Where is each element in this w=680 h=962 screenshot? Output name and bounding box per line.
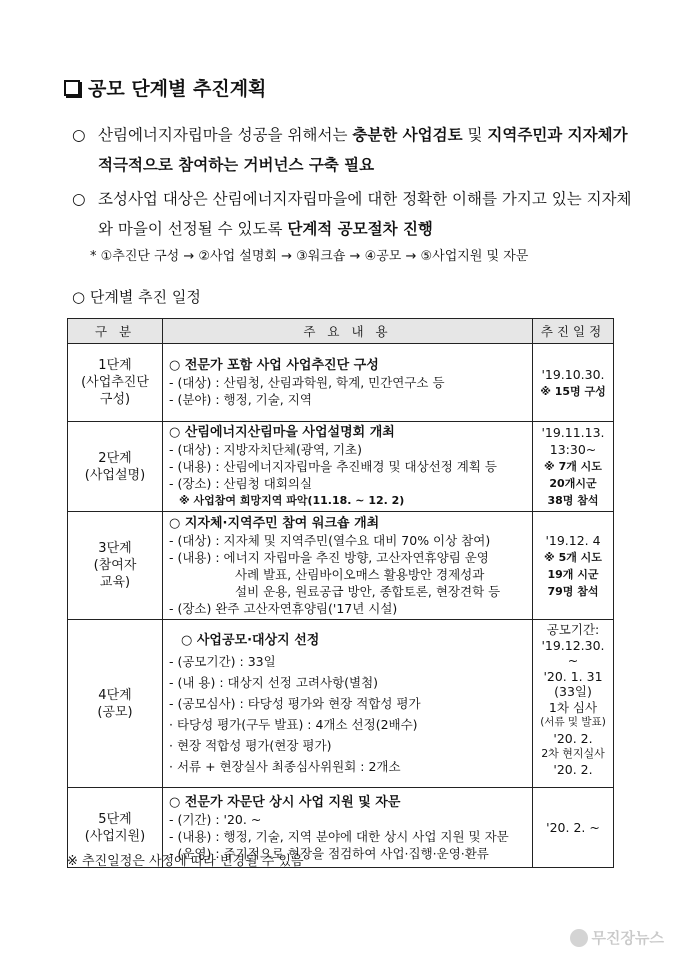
date-line: '19.12.30. bbox=[541, 637, 605, 653]
date-line: 13:30~ bbox=[549, 442, 597, 457]
footnote: ※ 추진일정은 사정에 따라 변경될 수 있음 bbox=[67, 854, 304, 869]
date-line: '20. 2. ~ bbox=[546, 820, 600, 835]
content-cell bbox=[163, 422, 533, 512]
circle-bullet-icon: ○ bbox=[72, 190, 86, 208]
table-row bbox=[68, 344, 614, 422]
para2-bold-a: 단계적 공모절차 진행 bbox=[287, 219, 433, 238]
date-line: '20. 1. 31 bbox=[543, 668, 603, 684]
date-note: 19개 시군 bbox=[547, 567, 599, 581]
content-note: ※ 사업참여 희망지역 파악(11.18. ~ 12. 2) bbox=[179, 494, 405, 507]
stage-cell bbox=[68, 620, 163, 788]
checkbox-icon bbox=[64, 80, 80, 96]
content-line: 설비 운용, 원료공급 방안, 종합토론, 현장견학 등 bbox=[235, 583, 501, 599]
header-stage: 구 분 bbox=[68, 319, 163, 344]
row-heading: ○ 지자체·지역주민 참여 워크숍 개최 bbox=[169, 515, 380, 531]
table-row bbox=[68, 512, 614, 620]
header-content: 주 요 내 용 bbox=[163, 319, 533, 344]
header-date: 추진일정 bbox=[533, 319, 614, 344]
date-cell bbox=[533, 620, 614, 788]
para1-bold-a: 충분한 사업검토 bbox=[352, 125, 463, 144]
watermark-logo-icon bbox=[570, 929, 588, 947]
stage-line: (사업추진단 bbox=[81, 375, 149, 390]
date-note: 38명 참석 bbox=[547, 494, 599, 507]
date-cell bbox=[533, 344, 614, 422]
stage-cell bbox=[68, 344, 163, 422]
date-cell bbox=[533, 788, 614, 868]
content-cell bbox=[163, 344, 533, 422]
stage-line: 5단계 bbox=[98, 811, 132, 827]
stage-cell bbox=[68, 512, 163, 620]
table-row bbox=[68, 620, 614, 788]
watermark-text: 무진장뉴스 bbox=[591, 929, 664, 947]
circle-bullet-icon: ○ bbox=[72, 126, 86, 144]
content-line: - (대상) : 지자체 및 지역주민(열수요 대비 70% 이상 참여) bbox=[169, 532, 491, 548]
date-line: 1차 심사 bbox=[548, 699, 598, 715]
date-line: '20. 2. bbox=[553, 761, 593, 777]
content-line: - (운영) : 주기적으로 현장을 점검하여 사업·집행·운영·환류 bbox=[169, 845, 489, 861]
stage-line: (공모) bbox=[97, 704, 133, 720]
content-line: - (분야) : 행정, 기술, 지역 bbox=[169, 392, 312, 407]
content-line: - (공모기간) : 33일 bbox=[169, 654, 276, 669]
date-line: ~ bbox=[567, 653, 579, 668]
content-cell bbox=[163, 512, 533, 620]
paragraph-2 bbox=[72, 184, 632, 244]
date-line: (서류 및 발표) bbox=[540, 716, 606, 728]
schedule-table bbox=[67, 318, 614, 868]
content-line: - (대상) : 지방자치단체(광역, 기초) bbox=[169, 442, 362, 457]
date-note: 20개시군 bbox=[549, 477, 597, 490]
content-line: 사례 발표, 산림바이오매스 활용방안 경제성과 bbox=[235, 566, 485, 582]
stage-line: 4단계 bbox=[98, 687, 132, 703]
date-line: '19.11.13. bbox=[541, 425, 605, 440]
date-note: ※ 5개 시도 bbox=[544, 550, 602, 564]
subheading bbox=[72, 286, 201, 307]
row-heading: ○ 전문가 포함 사업 사업추진단 구성 bbox=[169, 358, 379, 373]
stage-line: (사업지원) bbox=[84, 828, 146, 844]
page-title bbox=[64, 74, 266, 101]
subheading-text: 단계별 추진 일정 bbox=[89, 288, 201, 306]
table-header-row bbox=[68, 319, 614, 344]
paragraph-1 bbox=[72, 120, 632, 180]
process-note: * ①추진단 구성 → ②사업 설명회 → ③워크숍 → ④공모 → ⑤사업지원 및 자문 bbox=[90, 249, 529, 264]
date-line: '19.10.30. bbox=[541, 366, 605, 382]
circle-bullet-icon: ○ bbox=[72, 288, 86, 306]
date-note: 79명 참석 bbox=[547, 584, 599, 598]
content-line: - (공모심사) : 타당성 평가와 현장 적합성 평가 bbox=[169, 696, 421, 711]
row-heading: ○ 산림에너지산림마을 사업설명회 개최 bbox=[169, 425, 395, 440]
watermark bbox=[570, 927, 664, 948]
content-line: · 서류 + 현장실사 최종심사위원회 : 2개소 bbox=[169, 759, 401, 774]
stage-line: 교육) bbox=[99, 575, 131, 590]
content-line: · 타당성 평가(구두 발표) : 4개소 선정(2배수) bbox=[169, 717, 418, 732]
date-cell bbox=[533, 512, 614, 620]
date-line: 2차 현지실사 bbox=[541, 747, 605, 760]
stage-line: (사업설명) bbox=[84, 467, 146, 483]
para1-text-a: 산림에너지자립마을 성공을 위해서는 bbox=[98, 126, 353, 144]
content-line: · 현장 적합성 평가(현장 평가) bbox=[169, 738, 332, 753]
date-line: '19.12. 4 bbox=[545, 532, 601, 548]
date-note: ※ 15명 구성 bbox=[540, 384, 606, 398]
para1-text-b: 및 bbox=[462, 126, 488, 144]
content-line: - (내용) : 에너지 자립마을 추진 방향, 고산자연휴양림 운영 bbox=[169, 549, 489, 565]
content-line: - (기간) : '20. ~ bbox=[169, 811, 262, 827]
date-line: 공모기간: bbox=[546, 622, 600, 637]
content-line: - (내용) : 산림에너지자립마을 추진배경 및 대상선정 계획 등 bbox=[169, 459, 497, 474]
title-text: 공모 단계별 추진계획 bbox=[88, 78, 267, 100]
content-line: - (대상) : 산림청, 산림과학원, 학계, 민간연구소 등 bbox=[169, 375, 445, 390]
stage-line: 1단계 bbox=[98, 358, 132, 373]
stage-line: (참여자 bbox=[93, 558, 137, 573]
stage-line: 2단계 bbox=[98, 450, 132, 466]
date-note: ※ 7개 시도 bbox=[544, 460, 602, 473]
para2-text-a: 조성사업 대상은 산림에너지자립마을에 대한 정확한 이해를 가지고 있는 지자체와 마을이 선정될 수 있도록 bbox=[98, 190, 632, 238]
content-line: - (내용) : 행정, 기술, 지역 분야에 대한 상시 사업 지원 및 자문 bbox=[169, 828, 509, 844]
stage-line: 구성) bbox=[99, 392, 131, 407]
date-cell bbox=[533, 422, 614, 512]
row-heading: ○ 전문가 자문단 상시 사업 지원 및 자문 bbox=[169, 794, 401, 810]
content-line: - (장소) 완주 고산자연휴양림('17년 시설) bbox=[169, 600, 398, 616]
date-line: '20. 2. bbox=[553, 730, 593, 746]
content-line: - (내 용) : 대상지 선정 고려사항(별첨) bbox=[169, 675, 379, 690]
stage-cell bbox=[68, 422, 163, 512]
para1-bold-b: 지역주민과 지자체가 적극적으로 참여하는 거버넌스 구축 필요 bbox=[98, 125, 628, 174]
table-row bbox=[68, 422, 614, 512]
date-line: (33일) bbox=[554, 684, 592, 699]
stage-line: 3단계 bbox=[98, 541, 132, 556]
content-cell bbox=[163, 620, 533, 788]
row-heading: ○ 사업공모·대상지 선정 bbox=[181, 633, 320, 648]
content-line: - (장소) : 산림청 대회의실 bbox=[169, 476, 313, 491]
